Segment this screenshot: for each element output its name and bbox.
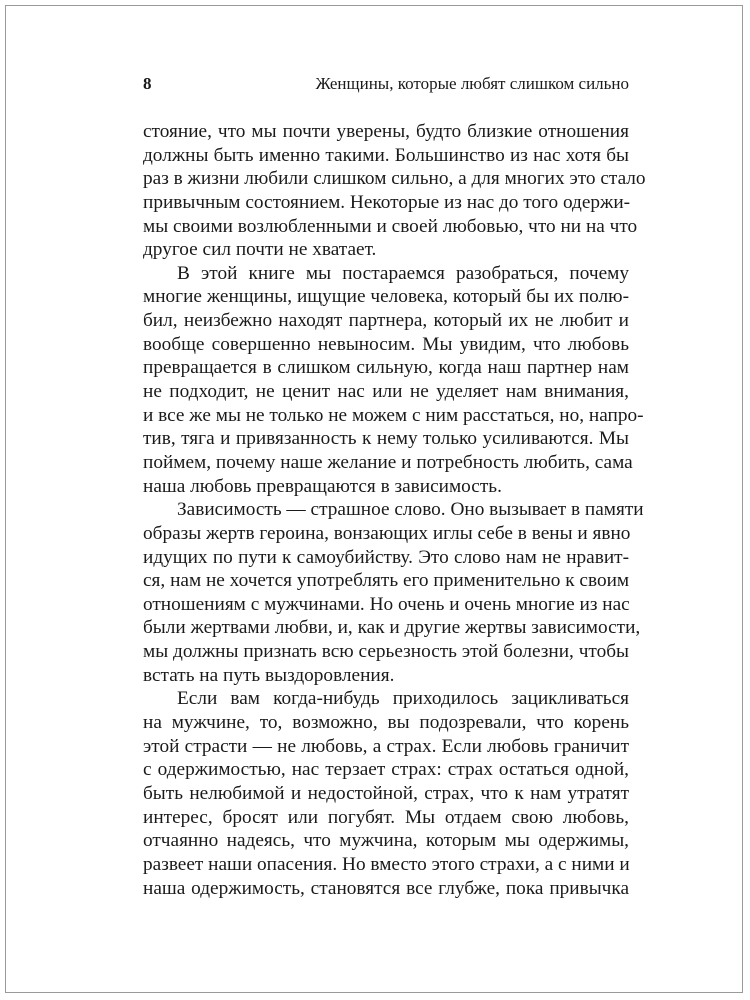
text-line: бил, неизбежно находят партнера, который их не любит и [143,310,629,332]
text-line: превращается в слишком сильную, когда наш партнер нам [143,357,629,379]
text-line: многие женщины, ищущие человека, который бы их полю- [143,286,629,308]
text-line: должны быть именно такими. Большинство из нас хотя бы [143,144,629,166]
text-line: поймем, почему наше желание и потребность любить, сама [143,451,633,473]
text-line: развеет наши опасения. Но вместо этого страхи, а с ними и [143,853,630,875]
text-line: встать на путь выздоровления. [143,664,395,686]
text-line: другое сил почти не хватает. [143,239,377,261]
text-line: этой страсти — не любовь, а страх. Если любовь граничит [143,735,629,757]
text-line: раз в жизни любили слишком сильно, а для многих это стало [143,168,646,190]
text-line: ся, нам не хочется употреблять его применительно к своим [143,570,630,592]
text-line: интерес, бросят или погубят. Мы отдаем свою любовь, [143,806,629,828]
text-line: отчаянно надеясь, что мужчина, которым мы одержимы, [143,830,629,852]
text-line: мы должны признать всю серьезность этой болезни, чтобы [143,641,629,663]
text-line: вообще совершенно невыносим. Мы увидим, что любовь [143,333,629,355]
text-line: наша любовь превращаются в зависимость. [143,475,502,497]
text-line: тив, тяга и привязанность к нему только усиливаются. Мы [143,428,629,450]
text-line: Зависимость — страшное слово. Оно вызывает в памяти [177,499,644,521]
text-line: быть нелюбимой и недостойной, страх, что к нам утратят [143,782,629,804]
text-line: отношениям с мужчинами. Но очень и очень многие из нас [143,593,630,615]
text-line: с одержимостью, нас терзает страх: страх остаться одной, [143,759,629,781]
text-line: Если вам когда-нибудь приходилось зацикливаться [177,688,629,710]
text-line: мы своими возлюбленными и своей любовью, что ни на что [143,215,638,237]
text-line: не подходит, не ценит нас или не уделяет нам внимания, [143,381,629,403]
running-title: Женщины, которые любят слишком сильно [315,74,629,93]
text-line: привычным состоянием. Некоторые из нас до того одержи- [143,191,631,213]
running-head [143,74,629,98]
text-line: наша одержимость, становятся все глубже, пока привычка [143,877,629,899]
body-text [143,120,646,900]
page-number: 8 [143,74,152,93]
text-line: образы жертв героина, вонзающих иглы себе в вены и явно [143,522,631,544]
text-line: и все же мы не только не можем с ним расстаться, но, напро- [143,404,644,426]
text-line: В этой книге мы постараемся разобраться, почему [177,262,629,284]
text-line: стояние, что мы почти уверены, будто близкие отношения [143,121,629,142]
text-line: идущих по пути к самоубийству. Это слово нам не нравит- [143,546,629,568]
text-line: на мужчине, то, возможно, вы подозревали, что корень [143,712,629,734]
text-line: были жертвами любви, и, как и другие жертвы зависимости, [143,617,641,639]
